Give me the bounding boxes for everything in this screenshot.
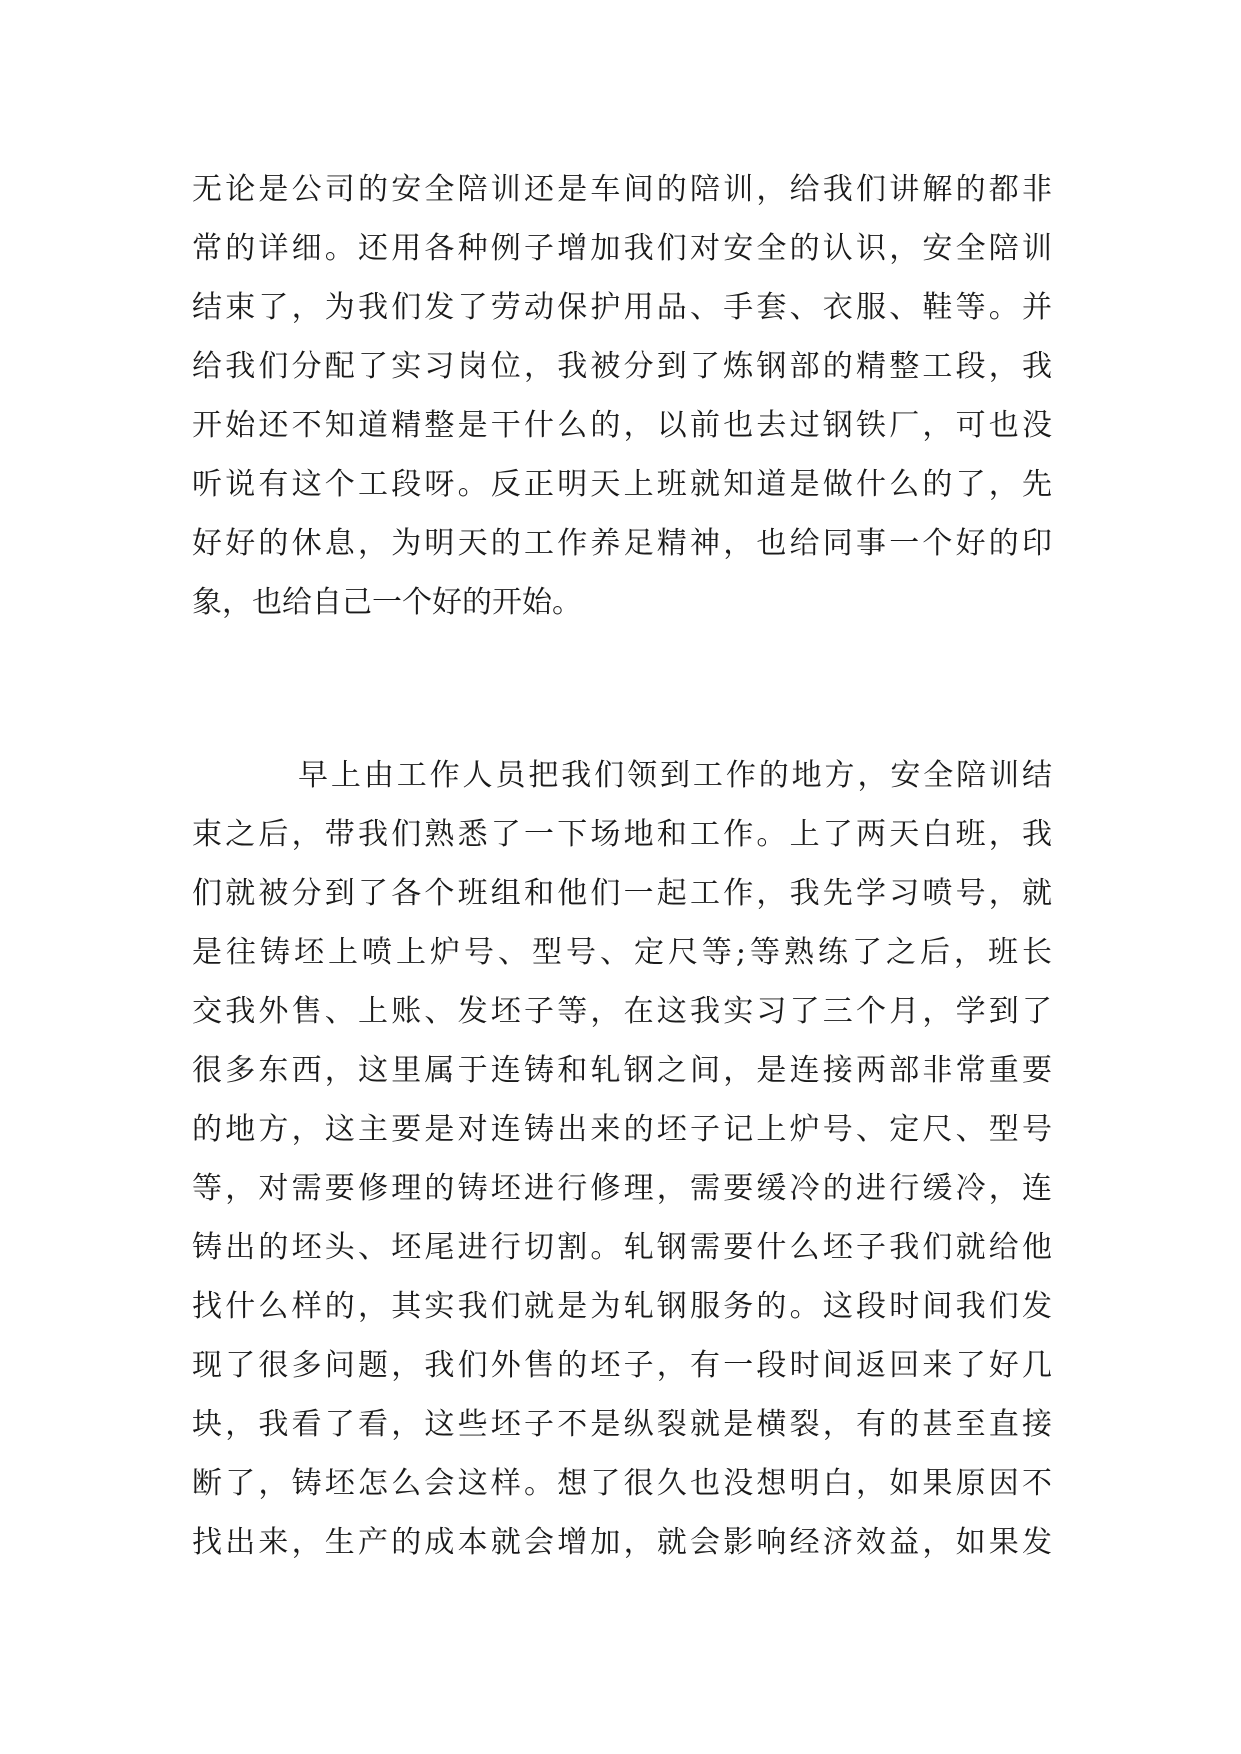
paragraph-1-line bbox=[192, 455, 1052, 514]
paragraph-2-line bbox=[192, 1100, 1052, 1159]
line-text: 铸出的坯头、坯尾进行切割。轧钢需要什么坯子我们就给他 bbox=[192, 1230, 1052, 1265]
paragraph-1-line bbox=[192, 514, 1052, 573]
line-text: 块，我看了看，这些坯子不是纵裂就是横裂，有的甚至直接 bbox=[192, 1407, 1052, 1442]
paragraph-2-line bbox=[192, 1159, 1052, 1218]
paragraph-2-line bbox=[192, 1454, 1052, 1513]
line-text: 是往铸坯上喷上炉号、型号、定尺等;等熟练了之后，班长 bbox=[192, 935, 1052, 970]
line-text: 束之后，带我们熟悉了一下场地和工作。上了两天白班，我 bbox=[192, 817, 1052, 852]
paragraph-2-line bbox=[192, 1513, 1052, 1572]
line-text: 常的详细。还用各种例子增加我们对安全的认识，安全陪训 bbox=[192, 231, 1052, 266]
paragraph-1-line bbox=[192, 160, 1052, 219]
line-text: 无论是公司的安全陪训还是车间的陪训，给我们讲解的都非 bbox=[192, 172, 1052, 207]
line-text: 的地方，这主要是对连铸出来的坯子记上炉号、定尺、型号 bbox=[192, 1112, 1052, 1147]
line-text: 现了很多问题，我们外售的坯子，有一段时间返回来了好几 bbox=[192, 1348, 1052, 1383]
line-text: 找出来，生产的成本就会增加，就会影响经济效益，如果发 bbox=[192, 1525, 1052, 1560]
line-text: 很多东西，这里属于连铸和轧钢之间，是连接两部非常重要 bbox=[192, 1053, 1052, 1088]
line-text: 开始还不知道精整是干什么的，以前也去过钢铁厂，可也没 bbox=[192, 408, 1052, 443]
paragraph-1-line bbox=[192, 396, 1052, 455]
line-text: 好好的休息，为明天的工作养足精神，也给同事一个好的印 bbox=[192, 526, 1052, 561]
paragraph-1-line bbox=[192, 337, 1052, 396]
paragraph-2-line bbox=[192, 805, 1052, 864]
line-text: 断了，铸坯怎么会这样。想了很久也没想明白，如果原因不 bbox=[192, 1466, 1052, 1501]
paragraph-2-line bbox=[192, 746, 1052, 805]
line-text: 听说有这个工段呀。反正明天上班就知道是做什么的了，先 bbox=[192, 467, 1052, 502]
paragraph-1-line bbox=[192, 573, 1052, 632]
paragraph-2-line bbox=[192, 1395, 1052, 1454]
paragraph-1-line bbox=[192, 278, 1052, 337]
paragraph-1 bbox=[192, 160, 1052, 632]
line-text: 找什么样的，其实我们就是为轧钢服务的。这段时间我们发 bbox=[192, 1289, 1052, 1324]
line-text: 等，对需要修理的铸坯进行修理，需要缓冷的进行缓冷，连 bbox=[192, 1171, 1052, 1206]
line-text: 交我外售、上账、发坯子等，在这我实习了三个月，学到了 bbox=[192, 994, 1052, 1029]
line-text: 象，也给自己一个好的开始。 bbox=[192, 585, 582, 620]
paragraph-2 bbox=[192, 746, 1052, 1572]
paragraph-1-line bbox=[192, 219, 1052, 278]
paragraph-2-line bbox=[192, 982, 1052, 1041]
paragraph-2-line bbox=[192, 923, 1052, 982]
line-text: 早上由工作人员把我们领到工作的地方，安全陪训结 bbox=[298, 758, 1052, 793]
paragraph-2-line bbox=[192, 1277, 1052, 1336]
paragraph-2-line bbox=[192, 864, 1052, 923]
line-text: 结束了，为我们发了劳动保护用品、手套、衣服、鞋等。并 bbox=[192, 290, 1052, 325]
paragraph-2-line bbox=[192, 1041, 1052, 1100]
paragraph-2-line bbox=[192, 1336, 1052, 1395]
line-text: 们就被分到了各个班组和他们一起工作，我先学习喷号，就 bbox=[192, 876, 1052, 911]
paragraph-2-line bbox=[192, 1218, 1052, 1277]
line-text: 给我们分配了实习岗位，我被分到了炼钢部的精整工段，我 bbox=[192, 349, 1052, 384]
